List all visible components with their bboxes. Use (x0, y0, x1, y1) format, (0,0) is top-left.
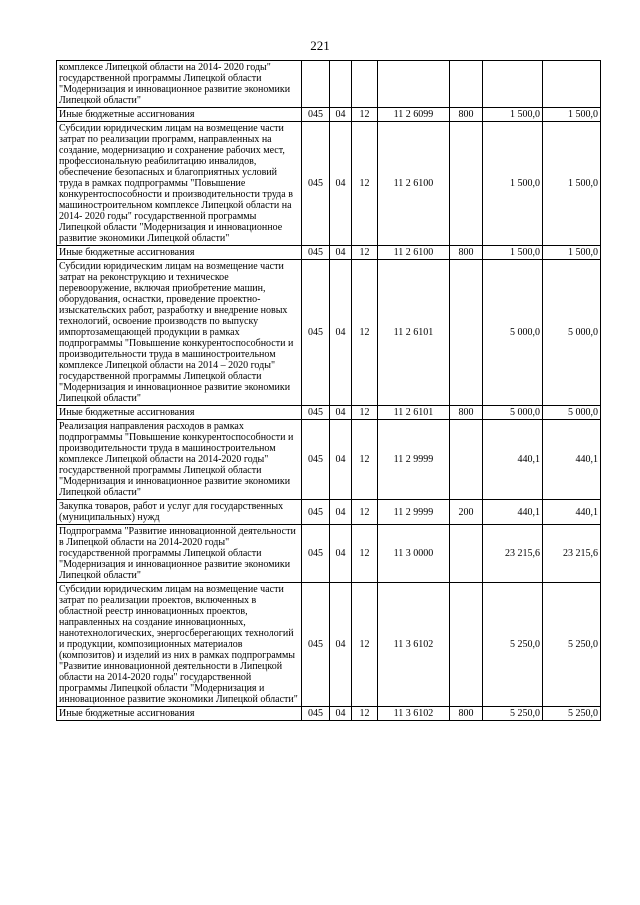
subsection-cell: 12 (352, 420, 378, 500)
amount-cell: 5 000,0 (483, 260, 543, 406)
expense-type-cell: 800 (450, 406, 483, 420)
target-article-cell: 11 2 9999 (378, 420, 450, 500)
section-cell: 04 (330, 420, 352, 500)
table-row (57, 246, 601, 260)
budget-table (56, 60, 601, 721)
row-name-cell: Иные бюджетные ассигнования (57, 707, 302, 721)
amount-cell: 1 500,0 (483, 246, 543, 260)
expense-type-cell (450, 260, 483, 406)
ministry-code-cell: 045 (302, 108, 330, 122)
target-article-cell: 11 2 6101 (378, 406, 450, 420)
table-row (57, 406, 601, 420)
row-name-cell: Иные бюджетные ассигнования (57, 406, 302, 420)
table-row (57, 122, 601, 246)
target-article-cell (378, 61, 450, 108)
table-row (57, 260, 601, 406)
row-name-cell: Реализация направления расходов в рамках подпрограммы "Повышение конкурентоспособности и производительности труда в машиностроительном комплексе Липецкой области на 2014-2020 годы" государственной программы Липецкой области "Модернизация и инновационное развитие экономики Липецкой области" (57, 420, 302, 500)
table-row (57, 707, 601, 721)
subsection-cell: 12 (352, 525, 378, 583)
table-row (57, 525, 601, 583)
ministry-code-cell: 045 (302, 260, 330, 406)
table-row (57, 61, 601, 108)
section-cell: 04 (330, 707, 352, 721)
subsection-cell: 12 (352, 500, 378, 525)
section-cell: 04 (330, 525, 352, 583)
ministry-code-cell: 045 (302, 707, 330, 721)
row-name-cell: Субсидии юридическим лицам на возмещение части затрат по реализации проектов, включенных в областной реестр инновационных проектов, направленных на создание инновационных, нанотехнологических, энергосберегающих технологий и продукции, композиционных материалов (композитов) и изделий из них в рамках подпрограммы "Развитие инновационной деятельности в Липецкой области на 2014-2020 годы" государственной программы Липецкой области "Модернизация и инновационное развитие экономики Липецкой области" (57, 583, 302, 707)
target-article-cell: 11 2 6101 (378, 260, 450, 406)
amount-cell-2: 5 000,0 (543, 260, 601, 406)
amount-cell: 1 500,0 (483, 108, 543, 122)
ministry-code-cell: 045 (302, 525, 330, 583)
amount-cell-2: 1 500,0 (543, 246, 601, 260)
expense-type-cell: 200 (450, 500, 483, 525)
row-name-cell: Подпрограмма "Развитие инновационной деятельности в Липецкой области на 2014-2020 годы" государственной программы Липецкой области "Модернизация и инновационное развитие экономики Липецкой области" (57, 525, 302, 583)
section-cell: 04 (330, 108, 352, 122)
amount-cell-2: 5 250,0 (543, 707, 601, 721)
section-cell: 04 (330, 122, 352, 246)
ministry-code-cell: 045 (302, 500, 330, 525)
section-cell (330, 61, 352, 108)
amount-cell-2 (543, 61, 601, 108)
subsection-cell (352, 61, 378, 108)
target-article-cell: 11 3 6102 (378, 707, 450, 721)
amount-cell: 440,1 (483, 420, 543, 500)
expense-type-cell (450, 525, 483, 583)
subsection-cell: 12 (352, 122, 378, 246)
ministry-code-cell: 045 (302, 122, 330, 246)
table-row (57, 108, 601, 122)
ministry-code-cell: 045 (302, 246, 330, 260)
target-article-cell: 11 2 6099 (378, 108, 450, 122)
ministry-code-cell: 045 (302, 406, 330, 420)
expense-type-cell (450, 61, 483, 108)
row-name-cell: Субсидии юридическим лицам на возмещение части затрат по реализации программ, направленных на создание, модернизацию и сохранение рабочих мест, профессиональную реабилитацию инвалидов, обеспечение безопасных и благоприятных условий труда в рамках подпрограммы "Повышение конкурентоспособности и производительности труда в машиностроительном комплексе Липецкой области на 2014- 2020 годы" государственной программы Липецкой области "Модернизация и инновационное развитие экономики Липецкой области" (57, 122, 302, 246)
row-name-cell: Иные бюджетные ассигнования (57, 246, 302, 260)
amount-cell-2: 440,1 (543, 420, 601, 500)
table-row (57, 500, 601, 525)
subsection-cell: 12 (352, 406, 378, 420)
row-name-cell: Закупка товаров, работ и услуг для государственных (муниципальных) нужд (57, 500, 302, 525)
subsection-cell: 12 (352, 260, 378, 406)
ministry-code-cell: 045 (302, 420, 330, 500)
section-cell: 04 (330, 406, 352, 420)
target-article-cell: 11 2 6100 (378, 246, 450, 260)
row-name-cell: комплексе Липецкой области на 2014- 2020 годы" государственной программы Липецкой области "Модернизация и инновационное развитие экономики Липецкой области" (57, 61, 302, 108)
amount-cell: 440,1 (483, 500, 543, 525)
expense-type-cell (450, 583, 483, 707)
amount-cell-2: 5 250,0 (543, 583, 601, 707)
amount-cell: 5 250,0 (483, 707, 543, 721)
budget-table-body (57, 61, 601, 721)
expense-type-cell (450, 122, 483, 246)
table-row (57, 420, 601, 500)
expense-type-cell: 800 (450, 108, 483, 122)
subsection-cell: 12 (352, 246, 378, 260)
expense-type-cell: 800 (450, 246, 483, 260)
target-article-cell: 11 2 9999 (378, 500, 450, 525)
row-name-cell: Субсидии юридическим лицам на возмещение части затрат на реконструкцию и техническое перевооружение, включая приобретение машин, оборудования, оснастки, проведение проектно-изыскательских работ, разработку и внедрение новых технологий, освоение производств по выпуску импортозамещающей продукции в рамках подпрограммы "Повышение конкурентоспособности и производительности труда в машиностроительном комплексе Липецкой области на 2014 – 2020 годы" государственной программы Липецкой области "Модернизация и инновационное развитие экономики Липецкой области" (57, 260, 302, 406)
ministry-code-cell (302, 61, 330, 108)
target-article-cell: 11 2 6100 (378, 122, 450, 246)
amount-cell-2: 23 215,6 (543, 525, 601, 583)
amount-cell-2: 1 500,0 (543, 122, 601, 246)
section-cell: 04 (330, 260, 352, 406)
page-number: 221 (310, 38, 330, 53)
amount-cell: 5 250,0 (483, 583, 543, 707)
expense-type-cell: 800 (450, 707, 483, 721)
subsection-cell: 12 (352, 108, 378, 122)
amount-cell-2: 5 000,0 (543, 406, 601, 420)
table-row (57, 583, 601, 707)
amount-cell (483, 61, 543, 108)
section-cell: 04 (330, 500, 352, 525)
subsection-cell: 12 (352, 583, 378, 707)
target-article-cell: 11 3 6102 (378, 583, 450, 707)
section-cell: 04 (330, 246, 352, 260)
section-cell: 04 (330, 583, 352, 707)
subsection-cell: 12 (352, 707, 378, 721)
amount-cell-2: 440,1 (543, 500, 601, 525)
target-article-cell: 11 3 0000 (378, 525, 450, 583)
row-name-cell: Иные бюджетные ассигнования (57, 108, 302, 122)
amount-cell-2: 1 500,0 (543, 108, 601, 122)
ministry-code-cell: 045 (302, 583, 330, 707)
amount-cell: 23 215,6 (483, 525, 543, 583)
amount-cell: 1 500,0 (483, 122, 543, 246)
amount-cell: 5 000,0 (483, 406, 543, 420)
expense-type-cell (450, 420, 483, 500)
